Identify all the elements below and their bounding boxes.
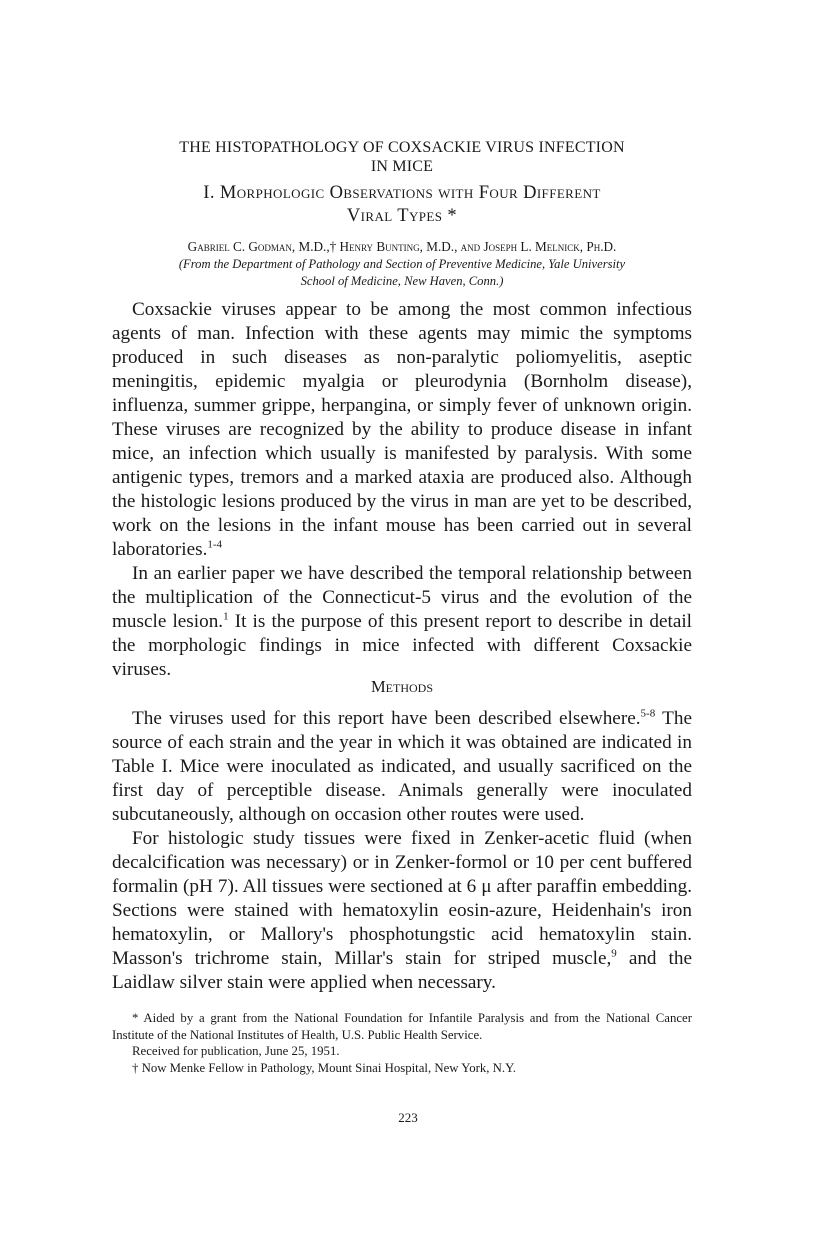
author-godman: Gabriel C. Godman, M.D., — [187, 239, 330, 254]
subtitle-line-1: I. Morphologic Observations with Four Different — [203, 183, 601, 203]
footnote-mark-asterisk: * — [447, 206, 458, 226]
subtitle-line-2: Viral Types — [346, 206, 443, 226]
affiliation-line-2: School of Medicine, New Haven, Conn.) — [300, 274, 504, 288]
footnote-fellow: † Now Menke Fellow in Pathology, Mount Sinai Hospital, New York, N.Y. — [132, 1060, 516, 1075]
paragraph-intro — [112, 298, 692, 562]
paragraph-earlier-paper — [112, 562, 692, 682]
paragraph-earlier-paper-text-b: It is the purpose of this present report to describe in detail the morphologic findings in mice infected with different Coxsackie viruses. — [112, 611, 692, 680]
paragraph-intro-text: Coxsackie viruses appear to be among the most common infectious agents of man. Infection with these agents may mimic the symptoms produced in such diseases as non-paralytic poliomyelitis, aseptic meningitis, epidemic myalgia or pleurodynia (Bornholm disease), influenza, summer grippe, herpangina, or simply fever of unknown origin. These viruses are recognized by the ability to produce disease in infant mice, an infection which usually is manifested by paralysis. With some antigenic types, tremors and a marked ataxia are produced also. Although the histologic lesions produced by the virus in man are yet to be described, work on the lesions in the infant mouse has been carried out in several laboratories. — [112, 299, 692, 560]
section-heading-methods: Methods — [370, 677, 433, 696]
affiliation-line-1: (From the Department of Pathology and Section of Preventive Medicine, Yale University — [178, 257, 626, 271]
affiliation — [112, 256, 692, 290]
reference-superscript: 1 — [223, 610, 229, 623]
article-page — [112, 138, 692, 1076]
footnotes — [112, 1010, 692, 1076]
paragraph-viruses — [112, 707, 692, 827]
authors-rest: Henry Bunting, M.D., and Joseph L. Melnick, Ph.D. — [336, 239, 617, 254]
paragraph-viruses-text-b: The source of each strain and the year in which it was obtained are indicated in Table I. Mice were inoculated as indicated, and usually sacrificed on the first day of perceptible disease. Animals generally were inoculated subcutaneously, although on occasion other routes were used. — [112, 708, 692, 825]
paragraph-viruses-text-a: The viruses used for this report have been described elsewhere. — [132, 708, 641, 729]
title-line-1: THE HISTOPATHOLOGY OF COXSACKIE VIRUS INFECTION — [179, 139, 625, 156]
authors-line — [112, 238, 692, 255]
footnote-received: Received for publication, June 25, 1951. — [132, 1044, 340, 1058]
reference-superscript: 1-4 — [207, 538, 223, 551]
reference-superscript: 5-8 — [640, 707, 656, 720]
paragraph-histology — [112, 827, 692, 995]
paragraph-earlier-paper-text-a: In an earlier paper we have described the temporal relationship between the multiplication of the Connecticut-5 virus and the evolution of the muscle lesion. — [112, 563, 692, 632]
footnote-grant: * Aided by a grant from the National Foundation for Infantile Paralysis and from the National Cancer Institute of the National Institutes of Health, U.S. Public Health Service. — [112, 1011, 692, 1042]
footnote-mark-dagger: † — [329, 239, 337, 254]
page-number: 223 — [398, 1110, 418, 1125]
paragraph-histology-text-b: and the Laidlaw silver stain were applied when necessary. — [112, 948, 692, 993]
article-title — [112, 138, 692, 176]
title-line-2: IN MICE — [370, 158, 434, 175]
reference-superscript: 9 — [611, 947, 617, 960]
paragraph-histology-text-a: For histologic study tissues were fixed in Zenker-acetic fluid (when decalcification was necessary) or in Zenker-formol or 10 per cent buffered formalin (pH 7). All tissues were sectioned at 6 μ after paraffin embedding. Sections were stained with hematoxylin eosin-azure, Heidenhain's iron hematoxylin, or Mallory's phosphotungstic acid hematoxylin stain. Masson's trichrome stain, Millar's stain for striped muscle, — [112, 828, 692, 969]
article-subtitle — [112, 182, 692, 228]
